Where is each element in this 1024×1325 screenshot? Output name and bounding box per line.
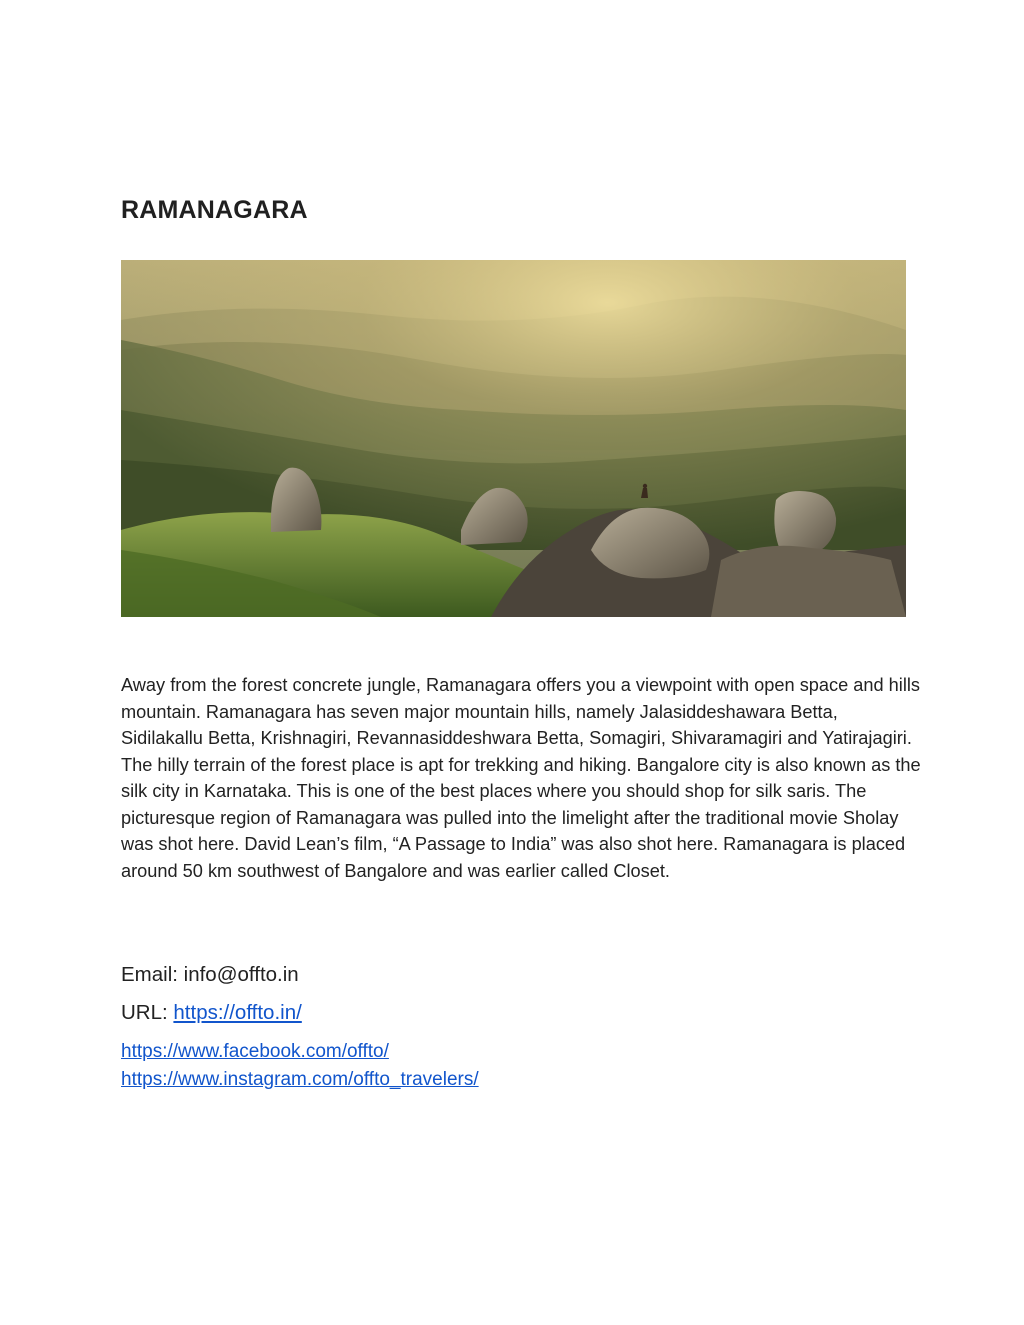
facebook-line: [121, 1041, 389, 1063]
url-label: URL:: [121, 1001, 174, 1024]
url-line: [121, 1001, 302, 1025]
page-title: RAMANAGARA: [121, 196, 308, 224]
description-paragraph: Away from the forest concrete jungle, Ramanagara offers you a viewpoint with open space and hills mountain. Ramanagara has seven major mountain hills, namely Jalasiddeshawara Betta, Sidilakallu Betta, Krishnagiri, Revannasiddeshwara Betta, Somagiri, Shivaramagiri and Yatirajagiri. The hilly terrain of the forest place is apt for trekking and hiking. Bangalore city is also known as the silk city in Karnataka. This is one of the best places where you should shop for silk saris. The picturesque region of Ramanagara was pulled into the limelight after the traditional movie Sholay was shot here. David Lean’s film, “A Passage to India” was also shot here. Ramanagara is placed around 50 km southwest of Bangalore and was earlier called Closet.: [121, 675, 921, 881]
email-label: Email:: [121, 963, 184, 986]
email-line: [121, 963, 299, 987]
instagram-link[interactable]: https://www.instagram.com/offto_travelers/: [121, 1069, 479, 1090]
website-link[interactable]: https://offto.in/: [173, 1001, 302, 1024]
email-value: info@offto.in: [183, 963, 299, 986]
hero-image-landscape: [121, 260, 906, 617]
landscape-illustration: [121, 260, 906, 617]
facebook-link[interactable]: https://www.facebook.com/offto/: [121, 1041, 389, 1062]
instagram-line: [121, 1069, 479, 1091]
